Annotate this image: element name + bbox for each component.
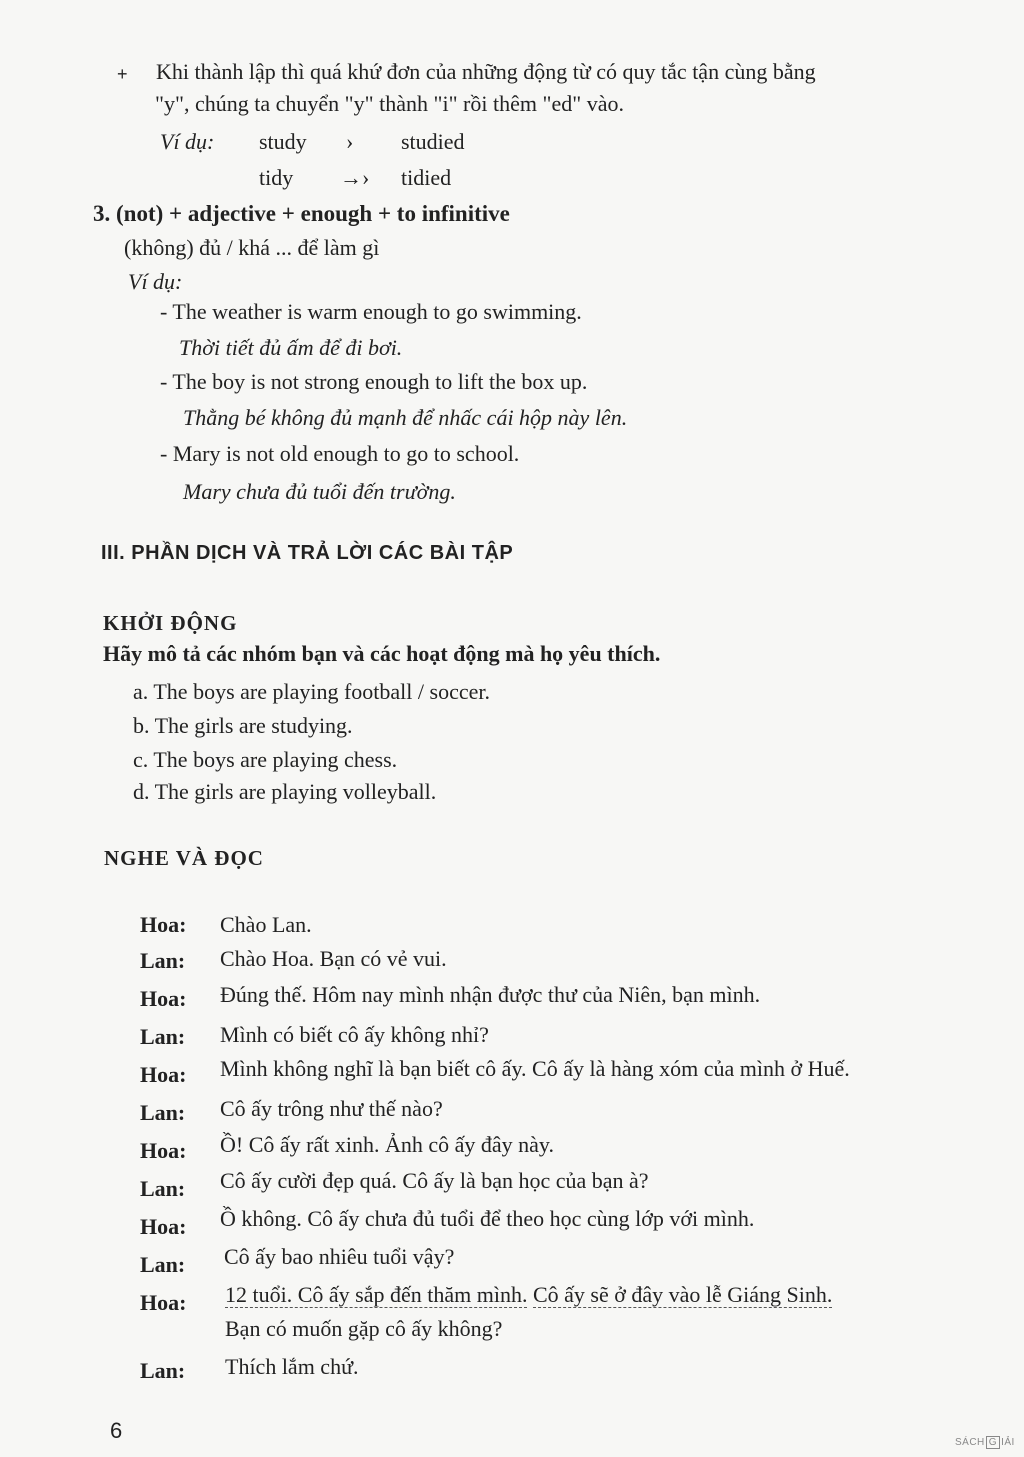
rule-example-arrow: →› xyxy=(340,165,370,190)
example-vietnamese: Mary chưa đủ tuổi đến trường. xyxy=(183,479,456,504)
warmup-item: c. The boys are playing chess. xyxy=(133,747,398,772)
section-3-example-label: Ví dụ: xyxy=(128,269,183,294)
dialogue-speaker: Hoa: xyxy=(140,1214,187,1239)
page-number: 6 xyxy=(110,1418,123,1443)
dialogue-line: Cô ấy trông như thế nào? xyxy=(220,1096,443,1121)
dialogue-speaker: Lan: xyxy=(140,1252,186,1277)
dialogue-line: Ồ! Cô ấy rất xinh. Ảnh cô ấy đây này. xyxy=(220,1132,554,1157)
dialogue-speaker: Lan: xyxy=(140,1100,186,1125)
dialogue-line: Ồ không. Cô ấy chưa đủ tuổi để theo học cùng lớp với mình. xyxy=(220,1206,755,1231)
dialogue-line: Mình có biết cô ấy không nhỉ? xyxy=(220,1022,489,1047)
warmup-item: a. The boys are playing football / soccer. xyxy=(133,679,490,704)
example-vietnamese: Thời tiết đủ ấm để đi bơi. xyxy=(179,335,403,360)
dialogue-line: Đúng thế. Hôm nay mình nhận được thư của Niên, bạn mình. xyxy=(220,982,761,1007)
example-english: - The weather is warm enough to go swimming. xyxy=(160,299,582,324)
dialogue-line: Cô ấy bao nhiêu tuổi vậy? xyxy=(224,1244,455,1269)
section-3-meaning: (không) đủ / khá ... để làm gì xyxy=(124,235,380,260)
dialogue-line: Cô ấy cười đẹp quá. Cô ấy là bạn học của bạn à? xyxy=(220,1168,649,1193)
dialogue-line: Mình không nghĩ là bạn biết cô ấy. Cô ấy là hàng xóm của mình ở Huế. xyxy=(220,1056,850,1081)
dialogue-line-continued: Bạn có muốn gặp cô ấy không? xyxy=(225,1316,503,1341)
rule-example-base: tidy xyxy=(259,165,294,190)
example-vietnamese: Thằng bé không đủ mạnh để nhấc cái hộp này lên. xyxy=(183,405,628,430)
logo-box: G xyxy=(986,1436,1000,1449)
section-3-title: 3. (not) + adjective + enough + to infinitive xyxy=(93,201,510,226)
warmup-item: d. The girls are playing volleyball. xyxy=(133,779,437,804)
publisher-logo xyxy=(955,1436,1015,1449)
dialogue-speaker: Hoa: xyxy=(140,1062,187,1087)
rule-line-1: Khi thành lập thì quá khứ đơn của những động từ có quy tắc tận cùng bằng xyxy=(156,59,816,84)
dialogue-speaker: Hoa: xyxy=(140,1290,187,1315)
dialogue-line: Thích lắm chứ. xyxy=(225,1354,359,1379)
dialogue-line: Chào Hoa. Bạn có vẻ vui. xyxy=(220,946,447,971)
dialogue-speaker: Lan: xyxy=(140,1024,186,1049)
dialogue-speaker: Lan: xyxy=(140,1358,186,1383)
warmup-item: b. The girls are studying. xyxy=(133,713,353,738)
rule-example-past: studied xyxy=(401,129,465,154)
listen-title: NGHE VÀ ĐỌC xyxy=(104,846,264,870)
dialogue-speaker: Lan: xyxy=(140,948,186,973)
dialogue-line xyxy=(225,1282,832,1308)
dialogue-line-part: 12 tuổi. Cô ấy sắp đến thăm mình. xyxy=(225,1282,528,1307)
example-english: - Mary is not old enough to go to school. xyxy=(160,441,520,466)
dialogue-speaker: Hoa: xyxy=(140,1138,187,1163)
logo-text: IẢI xyxy=(1001,1437,1015,1448)
dialogue-line-part: Cô ấy sẽ ở đây vào lễ Giáng Sinh. xyxy=(532,1282,833,1307)
dialogue-speaker: Hoa: xyxy=(140,986,187,1011)
warmup-instruction: Hãy mô tả các nhóm bạn và các hoạt động mà họ yêu thích. xyxy=(103,641,661,666)
rule-bullet: + xyxy=(117,64,128,84)
dialogue-speaker: Lan: xyxy=(140,1176,186,1201)
part-3-title: III. PHẦN DỊCH VÀ TRẢ LỜI CÁC BÀI TẬP xyxy=(101,542,514,564)
rule-example-base: study xyxy=(259,129,307,154)
example-english: - The boy is not strong enough to lift the box up. xyxy=(160,369,588,394)
warmup-title: KHỞI ĐỘNG xyxy=(103,611,238,635)
rule-example-past: tidied xyxy=(401,165,452,190)
logo-text: SÁCH xyxy=(955,1437,985,1448)
rule-example-arrow: › xyxy=(346,129,354,154)
dialogue-speaker: Hoa: xyxy=(140,912,187,937)
rule-example-label: Ví dụ: xyxy=(160,129,215,154)
rule-line-2: "y", chúng ta chuyển "y" thành "i" rồi thêm "ed" vào. xyxy=(155,91,624,116)
dialogue-line: Chào Lan. xyxy=(220,912,312,937)
